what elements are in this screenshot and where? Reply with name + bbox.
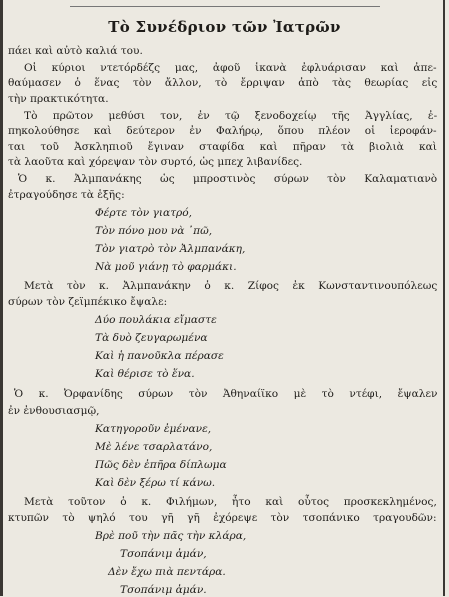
verse-line: Τὸν πόνο μου νὰ ᾽πῶ, bbox=[95, 225, 213, 237]
text-line: Μετὰ τὸν κ. Ἀλμπανάκην ὁ κ. Ζίφος ἐκ Κωνσταντινουπόλεως bbox=[24, 280, 438, 292]
text-line: πάει καὶ αὐτὸ καλιά του. bbox=[8, 45, 143, 57]
text-line: πηκολούθησε καὶ δεύτερον ἐν Φαλήρῳ, ὅπου πλέον οἱ ἱεροφάν- bbox=[8, 125, 437, 137]
column-rule-right bbox=[443, 0, 445, 596]
text-line: ἐτραγούδησε τὰ ἑξῆς: bbox=[8, 189, 125, 201]
text-line: θαύμασεν ὁ ἕνας τὸν ἄλλον, τὸ ἔρριψαν ἀπὸ τὰς θεωρίας εἰς bbox=[8, 77, 438, 89]
column-rule-left bbox=[0, 0, 3, 596]
text-line: Οἱ κύριοι ντετόρδέζς μας, ἀφοῦ ἱκανὰ ἐφλυάρισαν καὶ ἀπε- bbox=[24, 62, 437, 74]
verse-line: Δύο πουλάκια εἴμαστε bbox=[95, 314, 217, 326]
verse-line: Τὸν γιατρὸ τὸν Ἀλμπανάκη, bbox=[95, 243, 246, 255]
text-line: ται τοῦ Ἀσκληπιοῦ ἔγιναν σταφίδα καὶ πῆραν τὰ βιολιὰ καὶ bbox=[8, 141, 437, 153]
verse-line: Τσοπάνιμ ἀμάν, bbox=[120, 548, 207, 560]
text-line: Ὁ κ. Ἀλμπανάκης ὡς μπροστινὸς σύρων τὸν Καλαματιανὸ bbox=[18, 173, 438, 185]
verse-line: Βρὲ ποῦ τὴν πᾶς τὴν κλάρα, bbox=[95, 530, 247, 542]
text-line: σύρων τὸν ζεϊμπέκικο ἔψαλε: bbox=[8, 296, 168, 308]
text-line: τὰ λαοῦτα καὶ χόρεψαν τὸν συρτό, ὡς μπεχ λιβανίδες. bbox=[8, 156, 303, 168]
verse-line: Καὶ δὲν ξέρω τί κάνω. bbox=[95, 477, 216, 489]
verse-line: Μὲ λένε τσαρλατάνο, bbox=[95, 441, 213, 453]
verse-line: Καὶ θέρισε τὸ ἕνα. bbox=[95, 368, 195, 380]
verse-line: Καὶ ἡ πανοῦκλα πέρασε bbox=[95, 350, 224, 362]
text-line: Μετὰ τοῦτον ὁ κ. Φιλήμων, ἦτο καὶ οὗτος προσκεκλημένος, bbox=[24, 496, 437, 508]
text-line: Τὸ πρῶτον μεθύσι τον, ἐν τῷ ξενοδοχείῳ τῆς Ἀγγλίας, ἐ- bbox=[24, 110, 438, 122]
text-line: τὴν πρακτικότητα. bbox=[8, 93, 109, 105]
text-line: κτυπῶν τὸ ψηλό του γῆ γῆ ἐχόρεψε τὸν τσοπάνικο τραγουδῶν: bbox=[8, 512, 437, 524]
verse-line: Πῶς δὲν ἐπῆρα δίπλωμα bbox=[95, 459, 227, 471]
article-title: Τὸ Συνέδριον τῶν Ἰατρῶν bbox=[108, 18, 341, 36]
text-line: Ὁ κ. Ὀρφανίδης σύρων τὸν Ἀθηναίϊκο μὲ τὸ ντέφι, ἔψαλεν bbox=[14, 388, 438, 400]
verse-line: Νὰ μοῦ γιάνῃ τὸ φαρμάκι. bbox=[95, 261, 237, 273]
verse-line: Κατηγοροῦν ἐμένανε, bbox=[95, 423, 212, 435]
top-rule bbox=[70, 6, 380, 7]
verse-line: Τὰ δυὸ ζευγαρωμένα bbox=[95, 332, 208, 344]
verse-line: Τσοπάνιμ ἀμάν. bbox=[120, 584, 207, 596]
verse-line: Φέρτε τὸν γιατρό, bbox=[95, 207, 193, 219]
verse-line: Δὲν ἔχω πιὰ πεντάρα. bbox=[108, 566, 226, 578]
text-line: ἐν ἐνθουσιασμῷ, bbox=[8, 405, 100, 417]
